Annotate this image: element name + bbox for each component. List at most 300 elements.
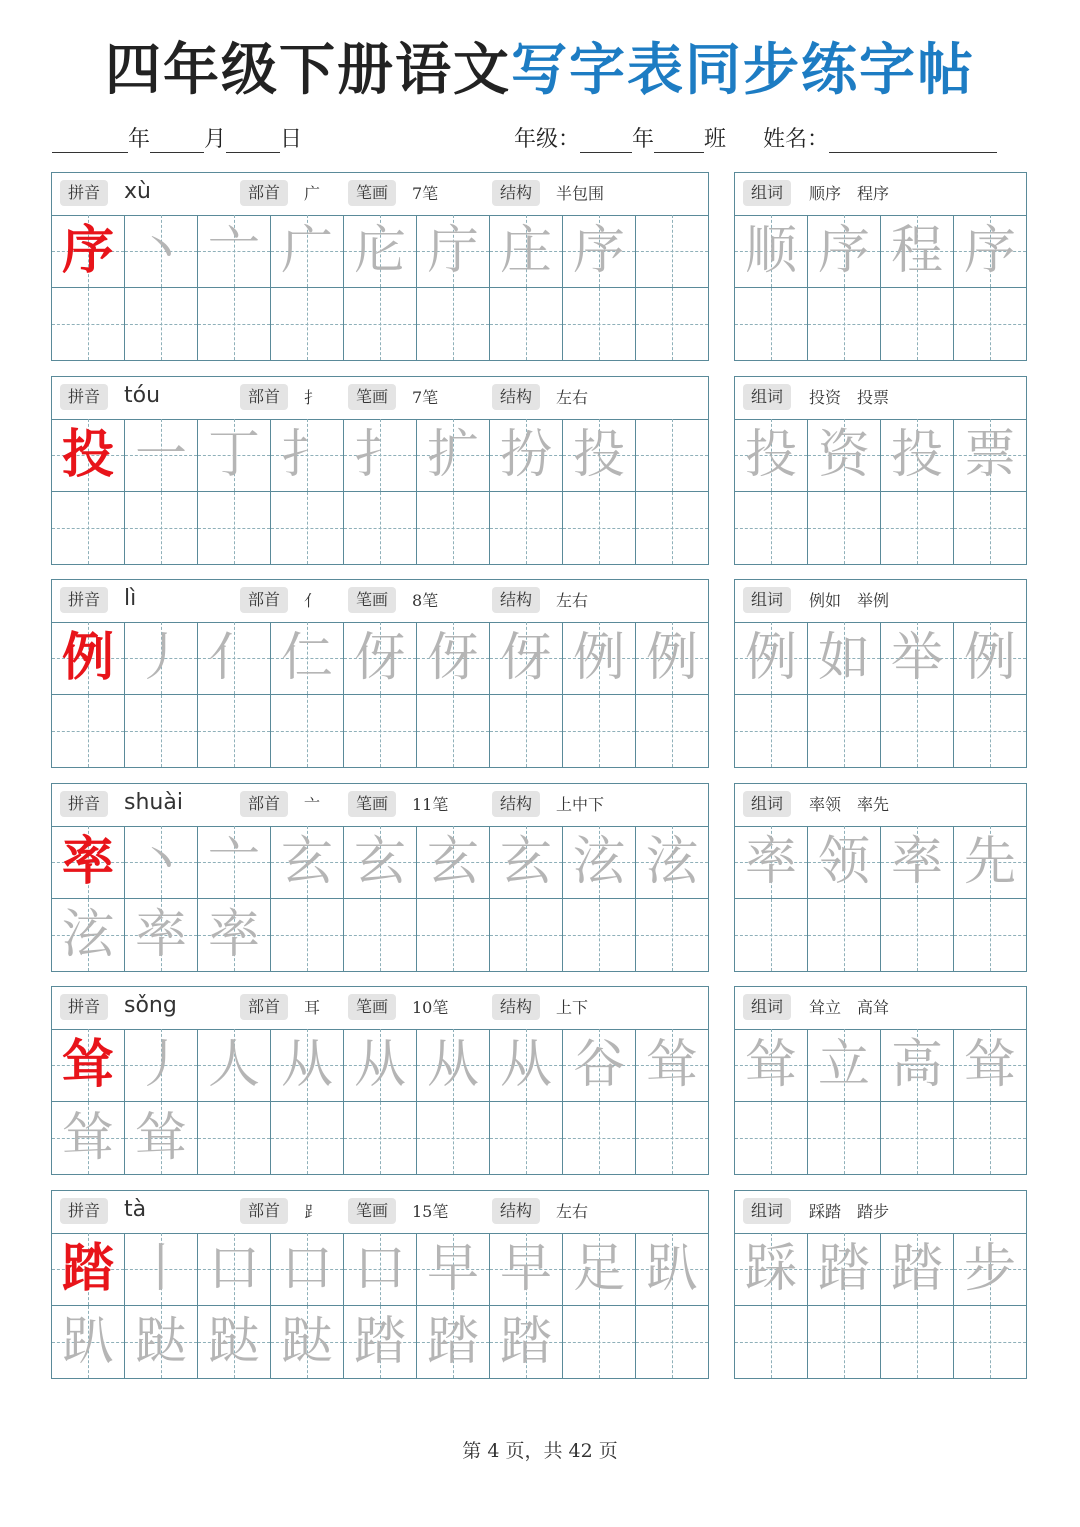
name-label: 姓名： (763, 127, 830, 152)
stroke-step-character: 踏 (426, 1312, 479, 1372)
radical-value: 广 (304, 184, 321, 203)
writing-cell[interactable] (563, 1306, 636, 1378)
word-cell[interactable] (954, 1306, 1026, 1378)
stroke-step-character: 仁 (280, 628, 333, 688)
word-cell[interactable] (735, 1102, 808, 1174)
writing-cell[interactable] (417, 419, 490, 492)
structure-tag: 结构 (492, 791, 540, 817)
word-block (734, 1190, 1027, 1379)
stroke-step-character: 庁 (426, 221, 479, 281)
grade-year-blank[interactable] (580, 126, 632, 153)
word-cell[interactable] (735, 215, 808, 288)
pinyin-value: tà (124, 1197, 147, 1222)
writing-grid (52, 1029, 708, 1174)
word-cell[interactable] (808, 1102, 881, 1174)
writing-cell[interactable] (490, 695, 563, 767)
strokes-tag: 笔画 (348, 384, 396, 410)
structure-value: 半包围 (556, 184, 605, 203)
word-cell[interactable] (735, 419, 808, 492)
stroke-step-character: 广 (280, 221, 333, 281)
writing-cell[interactable] (636, 215, 708, 288)
char-block (51, 986, 709, 1175)
writing-cell[interactable] (198, 695, 271, 767)
writing-cell[interactable] (636, 1233, 708, 1306)
writing-cell[interactable] (490, 419, 563, 492)
structure-tag: 结构 (492, 587, 540, 613)
writing-cell[interactable] (271, 215, 344, 288)
writing-cell[interactable] (271, 1233, 344, 1306)
writing-cell[interactable] (344, 419, 417, 492)
word-cell[interactable] (881, 695, 954, 767)
writing-cell[interactable] (52, 492, 125, 564)
radical-value: 亠 (304, 795, 321, 814)
words-value: 投资 投票 (809, 388, 890, 407)
stroke-step-character: 扌 (280, 425, 333, 485)
class-blank[interactable] (654, 126, 704, 153)
year-label: 年 (128, 127, 151, 152)
word-cell[interactable] (735, 826, 808, 899)
writing-cell[interactable] (490, 899, 563, 971)
writing-cell[interactable] (198, 1233, 271, 1306)
stroke-step-character: 玄 (426, 832, 479, 892)
word-cell[interactable] (881, 899, 954, 971)
stroke-step-character: 泫 (572, 832, 625, 892)
title-part1: 四年级下册语文 (105, 38, 511, 103)
writing-cell[interactable] (490, 1029, 563, 1102)
word-header (735, 1191, 1026, 1234)
stroke-step-character: 丨 (134, 1239, 187, 1299)
writing-cell[interactable] (490, 215, 563, 288)
word-cell[interactable] (808, 288, 881, 360)
char-block (51, 579, 709, 768)
pinyin-tag: 拼音 (60, 791, 108, 817)
stroke-step-character: 伢 (426, 628, 479, 688)
writing-cell[interactable] (198, 1029, 271, 1102)
word-cell[interactable] (735, 1029, 808, 1102)
stroke-step-character: 扌 (353, 425, 406, 485)
writing-cell[interactable] (636, 622, 708, 695)
word-trace-character: 程 (890, 221, 943, 281)
word-cell[interactable] (954, 1029, 1026, 1102)
char-info-header (52, 377, 708, 420)
writing-cell[interactable] (198, 215, 271, 288)
word-cell[interactable] (735, 622, 808, 695)
word-cell[interactable] (954, 419, 1026, 492)
writing-cell[interactable] (52, 1306, 125, 1378)
stroke-step-character: 一 (134, 425, 187, 485)
name-blank[interactable] (829, 126, 997, 153)
writing-cell[interactable] (344, 622, 417, 695)
words-tag: 组词 (743, 791, 791, 817)
writing-cell[interactable] (636, 899, 708, 971)
words-value: 踩踏 踏步 (809, 1202, 890, 1221)
word-cell[interactable] (954, 1102, 1026, 1174)
stroke-step-character: 投 (572, 425, 625, 485)
strokes-tag: 笔画 (348, 587, 396, 613)
structure-value: 上下 (556, 998, 589, 1017)
structure-tag: 结构 (492, 994, 540, 1020)
radical-tag: 部首 (240, 1198, 288, 1224)
strokes-value: 10笔 (412, 998, 449, 1017)
writing-cell[interactable] (344, 1029, 417, 1102)
writing-cell[interactable] (52, 215, 125, 288)
structure-value: 左右 (556, 388, 589, 407)
writing-cell[interactable] (198, 492, 271, 564)
writing-cell[interactable] (198, 899, 271, 971)
writing-cell[interactable] (52, 826, 125, 899)
structure-tag: 结构 (492, 384, 540, 410)
stroke-step-character: 丶 (134, 832, 187, 892)
stroke-step-character: 谷 (572, 1035, 625, 1095)
char-info-header (52, 173, 708, 216)
writing-cell[interactable] (125, 622, 198, 695)
word-cell[interactable] (808, 1306, 881, 1378)
stroke-step-character: 率 (207, 905, 260, 965)
writing-cell[interactable] (271, 1306, 344, 1378)
writing-cell[interactable] (563, 622, 636, 695)
writing-cell[interactable] (125, 492, 198, 564)
word-cell[interactable] (808, 419, 881, 492)
word-cell[interactable] (735, 288, 808, 360)
radical-tag: 部首 (240, 791, 288, 817)
stroke-step-character: 丿 (134, 1035, 187, 1095)
stroke-step-character: 耸 (134, 1108, 187, 1168)
writing-cell[interactable] (344, 215, 417, 288)
word-trace-character: 耸 (963, 1035, 1016, 1095)
writing-cell[interactable] (271, 1029, 344, 1102)
writing-cell[interactable] (52, 288, 125, 360)
writing-cell[interactable] (271, 492, 344, 564)
writing-cell[interactable] (198, 1306, 271, 1378)
char-info-header (52, 784, 708, 827)
stroke-step-character: 早 (426, 1239, 479, 1299)
writing-cell[interactable] (417, 288, 490, 360)
stroke-step-character: 从 (353, 1035, 406, 1095)
word-trace-character: 先 (963, 832, 1016, 892)
model-character: 例 (61, 628, 114, 688)
stroke-step-character: 口 (207, 1239, 260, 1299)
word-cell[interactable] (954, 695, 1026, 767)
word-cell[interactable] (954, 826, 1026, 899)
writing-cell[interactable] (490, 288, 563, 360)
writing-cell[interactable] (636, 826, 708, 899)
stroke-step-character: 率 (134, 905, 187, 965)
writing-cell[interactable] (563, 492, 636, 564)
model-character: 投 (61, 425, 114, 485)
writing-cell[interactable] (344, 826, 417, 899)
writing-cell[interactable] (271, 695, 344, 767)
word-trace-character: 序 (817, 221, 870, 281)
strokes-tag: 笔画 (348, 791, 396, 817)
writing-cell[interactable] (271, 826, 344, 899)
word-trace-character: 票 (963, 425, 1016, 485)
writing-cell[interactable] (563, 899, 636, 971)
writing-cell[interactable] (344, 1233, 417, 1306)
word-cell[interactable] (881, 288, 954, 360)
writing-cell[interactable] (636, 288, 708, 360)
writing-cell[interactable] (417, 492, 490, 564)
word-trace-character: 步 (963, 1239, 1016, 1299)
stroke-step-character: 丿 (134, 628, 187, 688)
word-block (734, 783, 1027, 972)
writing-cell[interactable] (125, 899, 198, 971)
word-cell[interactable] (881, 419, 954, 492)
radical-value: ⻊ (304, 1202, 321, 1221)
radical-tag: 部首 (240, 384, 288, 410)
word-cell[interactable] (735, 695, 808, 767)
year-blank[interactable] (52, 126, 128, 153)
writing-cell[interactable] (271, 899, 344, 971)
writing-cell[interactable] (271, 622, 344, 695)
writing-cell[interactable] (563, 215, 636, 288)
writing-cell[interactable] (417, 899, 490, 971)
word-cell[interactable] (954, 1233, 1026, 1306)
word-cell[interactable] (808, 622, 881, 695)
char-block (51, 376, 709, 565)
words-tag: 组词 (743, 384, 791, 410)
writing-cell[interactable] (417, 1306, 490, 1378)
writing-grid (52, 419, 708, 564)
word-cell[interactable] (808, 826, 881, 899)
writing-cell[interactable] (417, 826, 490, 899)
writing-cell[interactable] (52, 899, 125, 971)
word-cell[interactable] (881, 1306, 954, 1378)
writing-cell[interactable] (563, 288, 636, 360)
writing-cell[interactable] (636, 1306, 708, 1378)
word-header (735, 987, 1026, 1030)
writing-cell[interactable] (125, 1029, 198, 1102)
word-cell[interactable] (735, 899, 808, 971)
pinyin-value: lì (124, 586, 137, 611)
word-grid (735, 1029, 1026, 1174)
word-header (735, 173, 1026, 216)
model-character: 率 (61, 832, 114, 892)
word-trace-character: 耸 (744, 1035, 797, 1095)
word-block (734, 376, 1027, 565)
structure-tag: 结构 (492, 180, 540, 206)
strokes-value: 8笔 (412, 591, 439, 610)
writing-cell[interactable] (344, 492, 417, 564)
word-cell[interactable] (808, 1029, 881, 1102)
writing-cell[interactable] (198, 826, 271, 899)
writing-cell[interactable] (490, 1233, 563, 1306)
stroke-step-character: 玄 (499, 832, 552, 892)
radical-value: 亻 (304, 591, 321, 610)
stroke-step-character: 踏 (353, 1312, 406, 1372)
writing-cell[interactable] (52, 695, 125, 767)
writing-cell[interactable] (636, 492, 708, 564)
writing-cell[interactable] (490, 826, 563, 899)
words-tag: 组词 (743, 1198, 791, 1224)
word-cell[interactable] (735, 492, 808, 564)
day-blank[interactable] (226, 126, 280, 153)
writing-cell[interactable] (52, 419, 125, 492)
writing-cell[interactable] (344, 1306, 417, 1378)
word-cell[interactable] (808, 215, 881, 288)
writing-cell[interactable] (636, 1102, 708, 1174)
writing-cell[interactable] (271, 419, 344, 492)
writing-cell[interactable] (344, 1102, 417, 1174)
word-cell[interactable] (881, 1233, 954, 1306)
writing-cell[interactable] (344, 899, 417, 971)
pinyin-tag: 拼音 (60, 587, 108, 613)
stroke-step-character: 从 (499, 1035, 552, 1095)
writing-cell[interactable] (271, 1102, 344, 1174)
writing-cell[interactable] (344, 288, 417, 360)
stroke-step-character: 扮 (499, 425, 552, 485)
pinyin-tag: 拼音 (60, 994, 108, 1020)
stroke-step-character: 玄 (280, 832, 333, 892)
stroke-step-character: 踏 (499, 1312, 552, 1372)
stroke-step-character: 玄 (353, 832, 406, 892)
word-grid (735, 826, 1026, 971)
words-value: 例如 举例 (809, 591, 890, 610)
stroke-step-character: 丁 (207, 425, 260, 485)
writing-cell[interactable] (563, 1029, 636, 1102)
char-info-header (52, 987, 708, 1030)
word-trace-character: 立 (817, 1035, 870, 1095)
writing-cell[interactable] (636, 1029, 708, 1102)
grade-label: 年级： (514, 127, 581, 152)
writing-cell[interactable] (417, 215, 490, 288)
writing-cell[interactable] (52, 1233, 125, 1306)
writing-cell[interactable] (125, 215, 198, 288)
stroke-step-character: 丶 (134, 221, 187, 281)
writing-cell[interactable] (563, 826, 636, 899)
writing-cell[interactable] (417, 1233, 490, 1306)
stroke-step-character: 口 (280, 1239, 333, 1299)
stroke-step-character: 口 (353, 1239, 406, 1299)
writing-cell[interactable] (490, 1102, 563, 1174)
writing-cell[interactable] (52, 1102, 125, 1174)
strokes-value: 11笔 (412, 795, 449, 814)
word-header (735, 377, 1026, 420)
word-cell[interactable] (735, 1306, 808, 1378)
writing-cell[interactable] (271, 288, 344, 360)
writing-cell[interactable] (490, 1306, 563, 1378)
word-cell[interactable] (881, 215, 954, 288)
pinyin-tag: 拼音 (60, 384, 108, 410)
model-character: 踏 (61, 1239, 114, 1299)
writing-cell[interactable] (125, 1102, 198, 1174)
writing-cell[interactable] (563, 1233, 636, 1306)
structure-tag: 结构 (492, 1198, 540, 1224)
stroke-step-character: 耸 (645, 1035, 698, 1095)
writing-cell[interactable] (563, 695, 636, 767)
word-cell[interactable] (735, 1233, 808, 1306)
writing-grid (52, 1233, 708, 1378)
words-value: 率领 率先 (809, 795, 890, 814)
stroke-step-character: 足 (572, 1239, 625, 1299)
word-cell[interactable] (881, 826, 954, 899)
writing-cell[interactable] (198, 1102, 271, 1174)
words-tag: 组词 (743, 587, 791, 613)
title-part2: 写字表同步练字帖 (511, 38, 975, 103)
word-trace-character: 踩 (744, 1239, 797, 1299)
writing-cell[interactable] (563, 1102, 636, 1174)
char-block (51, 783, 709, 972)
writing-cell[interactable] (52, 622, 125, 695)
word-trace-character: 顺 (744, 221, 797, 281)
month-blank[interactable] (150, 126, 204, 153)
writing-cell[interactable] (125, 1306, 198, 1378)
model-character: 序 (61, 221, 114, 281)
words-tag: 组词 (743, 180, 791, 206)
words-tag: 组词 (743, 994, 791, 1020)
word-cell[interactable] (954, 492, 1026, 564)
writing-cell[interactable] (563, 419, 636, 492)
writing-cell[interactable] (52, 1029, 125, 1102)
stroke-step-character: 例 (572, 628, 625, 688)
writing-cell[interactable] (490, 492, 563, 564)
word-block (734, 986, 1027, 1175)
writing-cell[interactable] (198, 419, 271, 492)
word-cell[interactable] (881, 1029, 954, 1102)
pinyin-value: tóu (124, 383, 161, 408)
writing-cell[interactable] (198, 622, 271, 695)
word-cell[interactable] (881, 492, 954, 564)
stroke-step-character: 从 (426, 1035, 479, 1095)
word-cell[interactable] (808, 899, 881, 971)
writing-cell[interactable] (417, 1029, 490, 1102)
info-line (52, 122, 1024, 154)
strokes-tag: 笔画 (348, 1198, 396, 1224)
writing-cell[interactable] (198, 288, 271, 360)
word-cell[interactable] (954, 622, 1026, 695)
stroke-step-character: 扩 (426, 425, 479, 485)
word-trace-character: 高 (890, 1035, 943, 1095)
pinyin-value: shuài (124, 790, 183, 815)
word-trace-character: 例 (744, 628, 797, 688)
word-cell[interactable] (881, 622, 954, 695)
word-trace-character: 资 (817, 425, 870, 485)
writing-cell[interactable] (125, 695, 198, 767)
writing-cell[interactable] (125, 419, 198, 492)
class-label: 班 (704, 127, 727, 152)
writing-cell[interactable] (125, 826, 198, 899)
stroke-step-character: 庄 (499, 221, 552, 281)
word-trace-character: 率 (744, 832, 797, 892)
writing-cell[interactable] (417, 622, 490, 695)
word-cell[interactable] (808, 492, 881, 564)
writing-cell[interactable] (125, 1233, 198, 1306)
word-cell[interactable] (954, 288, 1026, 360)
char-info-header (52, 580, 708, 623)
stroke-step-character: 亠 (207, 832, 260, 892)
word-cell[interactable] (808, 695, 881, 767)
writing-cell[interactable] (636, 419, 708, 492)
writing-cell[interactable] (417, 695, 490, 767)
writing-cell[interactable] (490, 622, 563, 695)
radical-value: 耳 (304, 998, 321, 1017)
writing-cell[interactable] (125, 288, 198, 360)
word-header (735, 580, 1026, 623)
stroke-step-character: 耸 (61, 1108, 114, 1168)
stroke-step-character: 泫 (645, 832, 698, 892)
stroke-step-character: 序 (572, 221, 625, 281)
word-cell[interactable] (881, 1102, 954, 1174)
word-cell[interactable] (808, 1233, 881, 1306)
writing-cell[interactable] (417, 1102, 490, 1174)
writing-cell[interactable] (636, 695, 708, 767)
word-trace-character: 投 (890, 425, 943, 485)
stroke-step-character: 庀 (353, 221, 406, 281)
word-cell[interactable] (954, 899, 1026, 971)
writing-cell[interactable] (344, 695, 417, 767)
strokes-value: 7笔 (412, 388, 439, 407)
word-cell[interactable] (954, 215, 1026, 288)
strokes-value: 7笔 (412, 184, 439, 203)
